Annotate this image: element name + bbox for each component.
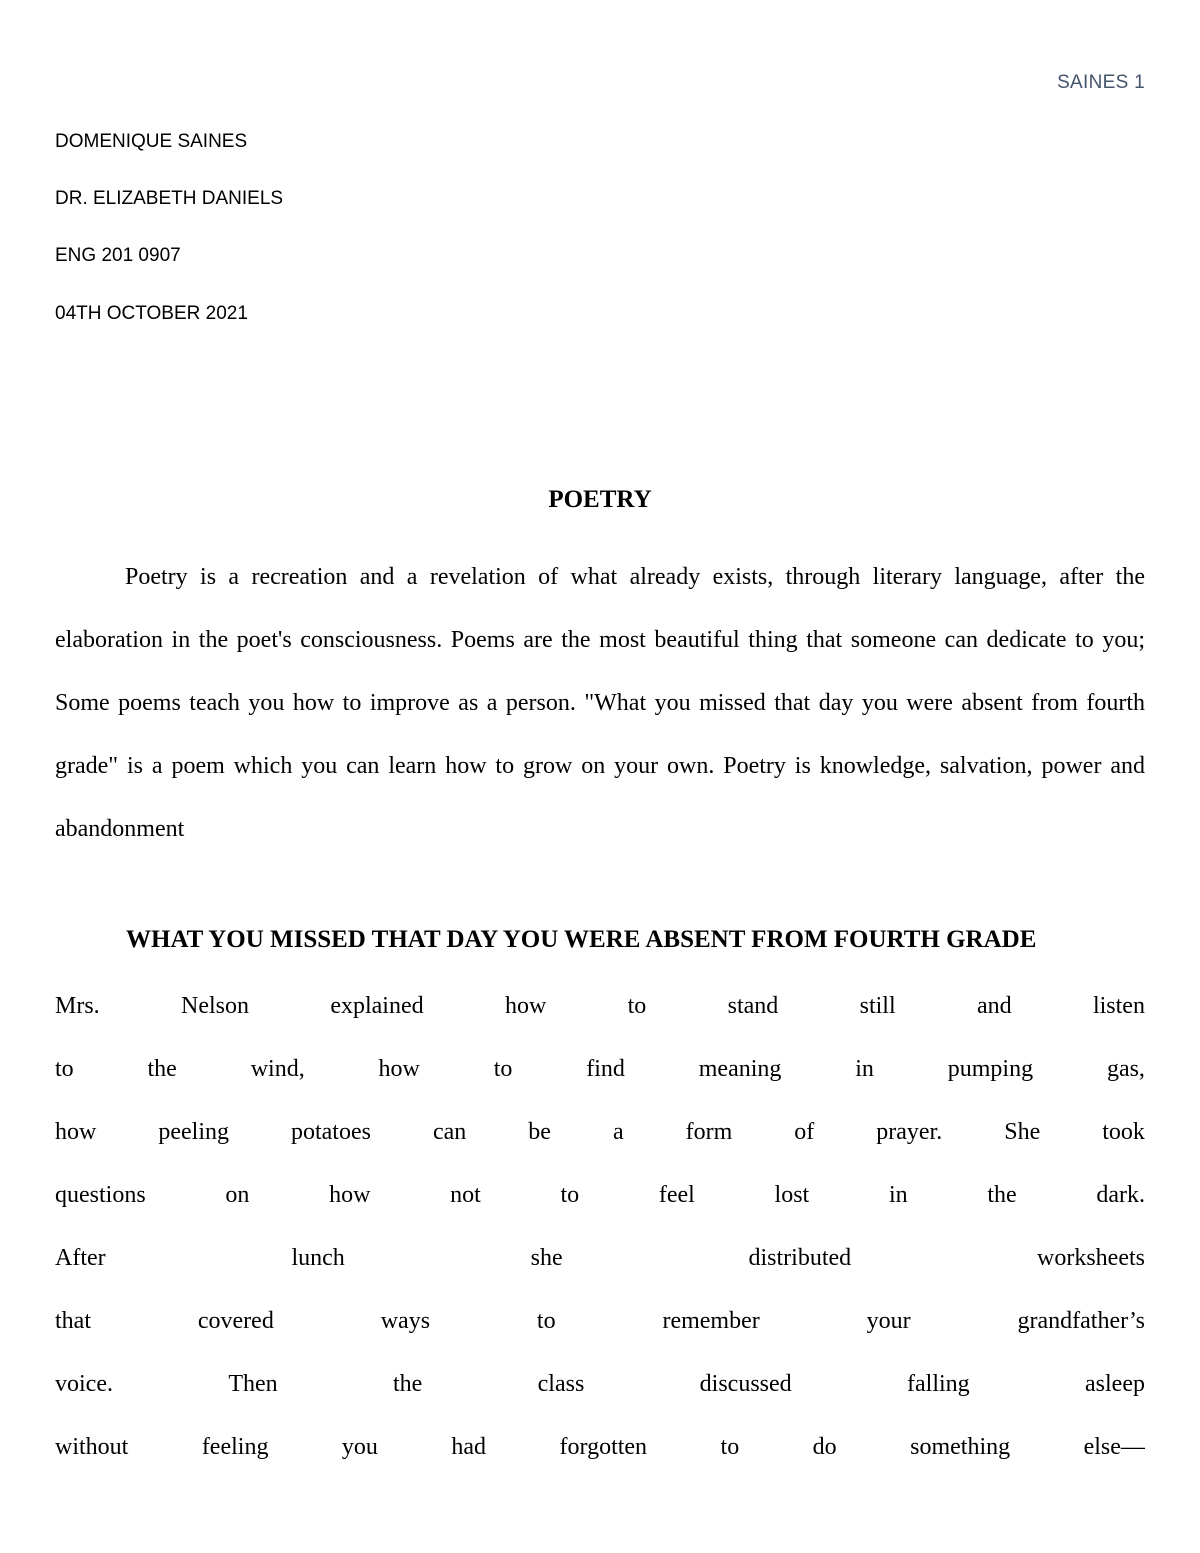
- poem-word: not: [450, 1182, 481, 1208]
- poem-word: questions: [55, 1182, 146, 1208]
- poem-word: the: [147, 1056, 177, 1082]
- poem-word: something: [910, 1434, 1011, 1460]
- poem-word: your: [866, 1308, 911, 1334]
- poem-word: ways: [380, 1308, 431, 1334]
- poem-word: peeling: [158, 1119, 229, 1145]
- poem-word: covered: [197, 1308, 274, 1334]
- poem-word: potatoes: [290, 1119, 371, 1145]
- poem-word: Then: [228, 1371, 278, 1397]
- poem-word: grandfather’s: [1017, 1308, 1145, 1334]
- poem-word: to: [627, 993, 647, 1019]
- poem-title: WHAT YOU MISSED THAT DAY YOU WERE ABSENT FROM FOURTH GRADE: [126, 926, 1037, 953]
- poem-word: class: [537, 1371, 585, 1397]
- poem-word: After: [55, 1245, 106, 1271]
- poem-word: without: [55, 1434, 129, 1460]
- poem-word: Nelson: [181, 993, 249, 1019]
- poem-word: voice.: [55, 1371, 113, 1397]
- instructor-name: DR. ELIZABETH DANIELS: [55, 188, 284, 209]
- poem-word: to: [493, 1056, 513, 1082]
- poem-line: [55, 1238, 1145, 1301]
- poem-word: gas,: [1106, 1056, 1145, 1082]
- student-name: DOMENIQUE SAINES: [55, 131, 248, 152]
- poem-word: be: [528, 1119, 551, 1145]
- poem-word: the: [392, 1371, 423, 1397]
- poem-word: feeling: [201, 1434, 269, 1460]
- poem-line: [55, 1049, 1145, 1112]
- poem-word: still: [859, 993, 896, 1019]
- poem-word: how: [504, 993, 547, 1019]
- poem-word: lunch: [291, 1245, 345, 1271]
- poem-word: explained: [330, 993, 424, 1019]
- poem-word: and: [976, 993, 1012, 1019]
- poem-line: [55, 1301, 1145, 1364]
- poem-word: lost: [774, 1182, 810, 1208]
- poem-word: find: [586, 1056, 625, 1082]
- poem-line: [55, 1112, 1145, 1175]
- poem-word: the: [987, 1182, 1017, 1208]
- poem-line: [55, 1175, 1145, 1238]
- poem-word: stand: [727, 993, 779, 1019]
- poem-word: a: [612, 1119, 624, 1145]
- poem-line: [55, 1364, 1145, 1427]
- running-head: SAINES 1: [1057, 72, 1145, 93]
- poem-word: else—: [1083, 1434, 1145, 1460]
- poem-word: took: [1102, 1119, 1145, 1145]
- essay-title: POETRY: [548, 486, 652, 513]
- poem-word: to: [536, 1308, 556, 1334]
- poem-word: you: [341, 1434, 378, 1460]
- poem-word: feel: [658, 1182, 695, 1208]
- poem-line: [55, 986, 1145, 1049]
- poem-word: distributed: [748, 1245, 852, 1271]
- poem-word: dark.: [1096, 1182, 1145, 1208]
- intro-paragraph: Poetry is a recreation and a revelation of what already exists, through literary language, after the elaboration in the poet's consciousness. Poems are the most beautiful thing that someone can dedicate to you; Some poems teach you how to improve as a person. "What you missed that day you were absent from fourth grade" is a poem which you can learn how to grow on your own. Poetry is knowledge, salvation, power and abandonment: [55, 564, 1145, 842]
- poem-word: how: [329, 1182, 371, 1208]
- poem-word: can: [432, 1119, 467, 1145]
- poem-word: She: [1004, 1119, 1041, 1145]
- poem-word: of: [794, 1119, 815, 1145]
- poem-word: on: [225, 1182, 250, 1208]
- poem-word: asleep: [1085, 1371, 1145, 1397]
- poem-word: discussed: [699, 1371, 792, 1397]
- course-code: ENG 201 0907: [55, 245, 181, 266]
- poem-word: prayer.: [876, 1119, 943, 1145]
- poem-word: she: [530, 1245, 563, 1271]
- poem-word: form: [685, 1119, 733, 1145]
- poem-word: remember: [662, 1308, 760, 1334]
- poem-word: forgotten: [559, 1434, 648, 1460]
- poem-word: listen: [1092, 993, 1145, 1019]
- poem-word: how: [55, 1119, 97, 1145]
- poem-word: falling: [907, 1371, 970, 1397]
- poem-word: to: [55, 1056, 74, 1082]
- poem-word: how: [378, 1056, 420, 1082]
- poem-word: that: [55, 1308, 91, 1334]
- poem-word: Mrs.: [55, 993, 100, 1019]
- poem-body: [55, 986, 1145, 1490]
- submission-date: 04TH OCTOBER 2021: [55, 303, 248, 324]
- poem-word: worksheets: [1037, 1245, 1145, 1271]
- poem-word: in: [855, 1056, 874, 1082]
- poem-word: to: [560, 1182, 580, 1208]
- poem-word: to: [720, 1434, 740, 1460]
- poem-word: wind,: [250, 1056, 305, 1082]
- poem-word: do: [812, 1434, 837, 1460]
- poem-line: [55, 1427, 1145, 1490]
- poem-word: had: [451, 1434, 487, 1460]
- poem-word: meaning: [698, 1056, 782, 1082]
- poem-word: pumping: [947, 1056, 1034, 1082]
- poem-word: in: [888, 1182, 908, 1208]
